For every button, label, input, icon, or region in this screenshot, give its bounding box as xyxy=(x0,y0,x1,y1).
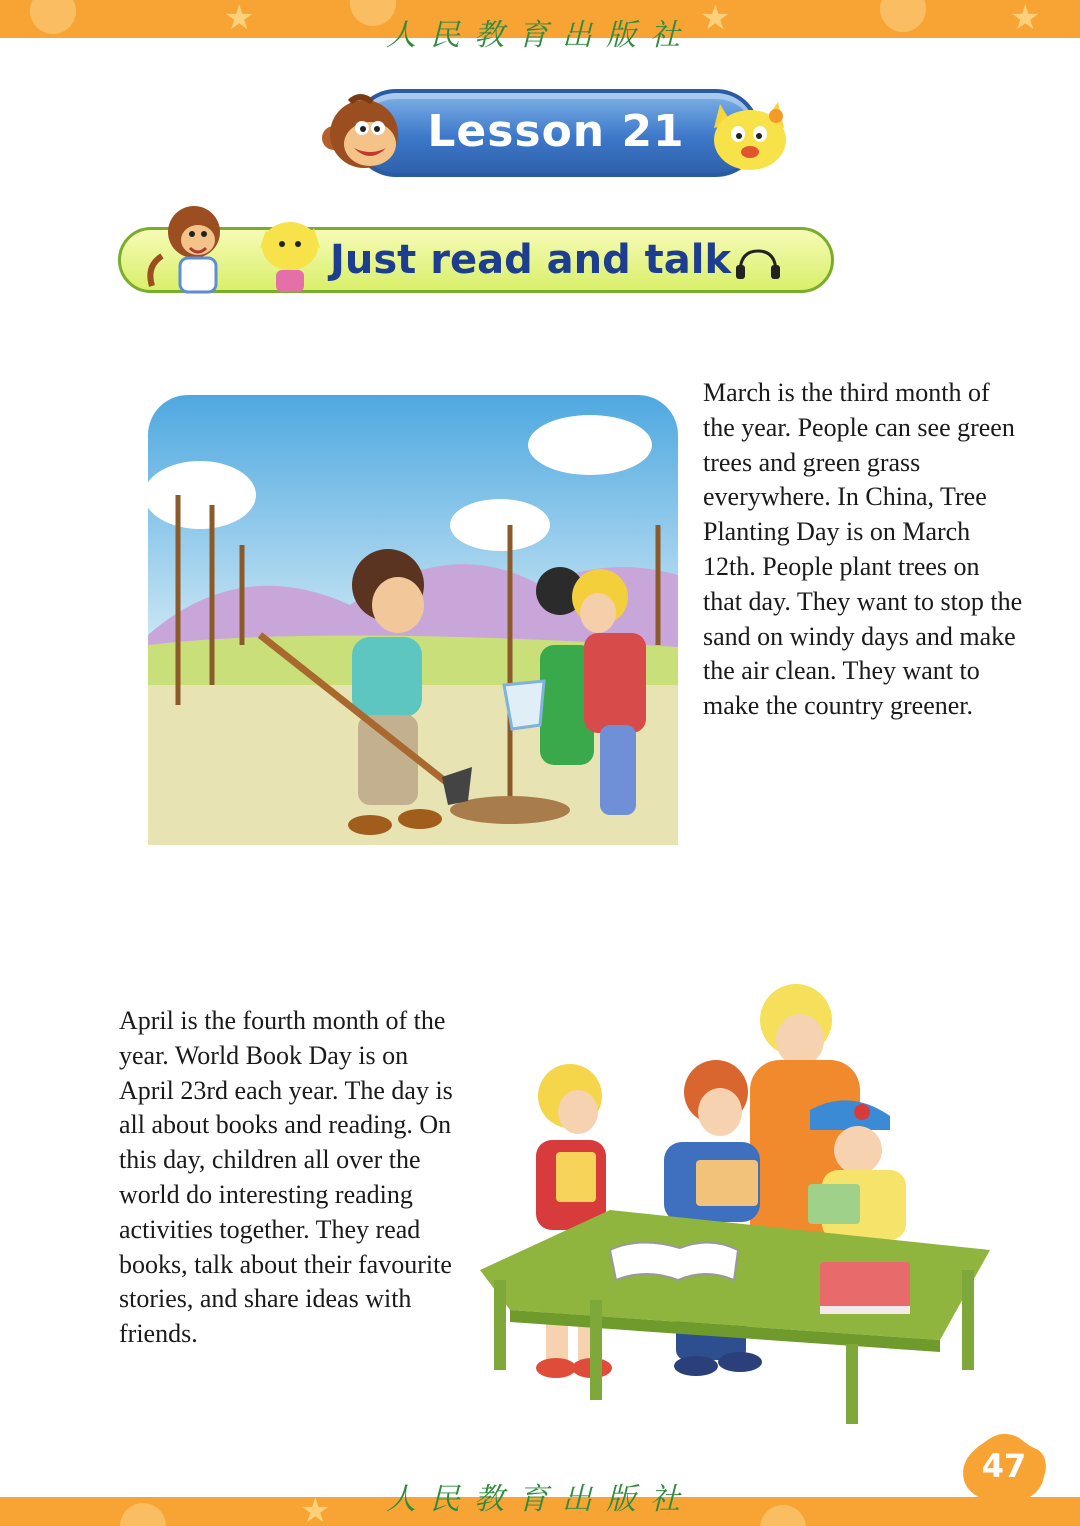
lesson-title: Lesson 21 xyxy=(427,106,685,157)
headphones-icon[interactable] xyxy=(732,247,784,281)
march-passage: March is the third month of the year. People can see green trees and green grass everywhere. In China, Tree Planting Day is on March 12th. People plant trees on that day. They want to stop the sand on windy days and make the air clean. They want to make the country greener. xyxy=(703,378,1023,721)
april-passage: April is the fourth month of the year. World Book Day is on April 23rd each year. The day is all about books and reading. On this day, children all over the world do interesting reading activities together. They read books, talk about their favourite stories, and share ideas with friends. xyxy=(119,1006,453,1349)
star-decoration-icon: ★ xyxy=(1010,0,1041,37)
publisher-header: 人民教育出版社 xyxy=(386,18,694,53)
world-book-day-illustration xyxy=(470,980,1000,1430)
star-decoration-icon: ★ xyxy=(700,0,731,37)
tree-planting-illustration xyxy=(120,385,680,855)
star-decoration-icon: ★ xyxy=(224,0,255,37)
mascot-pair-illustration xyxy=(132,196,332,296)
star-decoration-icon: ★ xyxy=(300,1497,331,1526)
page-number: 47 xyxy=(981,1447,1027,1485)
section-title: Just read and talk xyxy=(330,237,732,283)
publisher-footer: 人民教育出版社 xyxy=(386,1482,694,1517)
